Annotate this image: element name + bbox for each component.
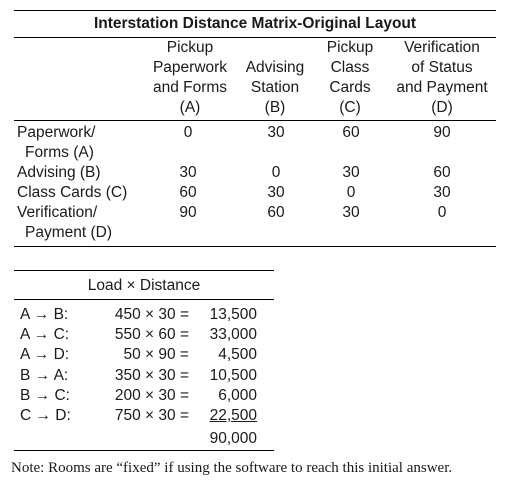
matrix-cell-b-a: 30 xyxy=(179,164,197,181)
load-product: 10,500 xyxy=(209,367,257,384)
column-header-line: Class xyxy=(330,59,370,76)
column-header-line: Advising xyxy=(245,59,305,76)
row-label-c xyxy=(17,183,127,203)
matrix-cell-a-c: 60 xyxy=(342,124,360,141)
load-expression: 50 × 90 = xyxy=(123,346,189,363)
matrix-cell-b-c: 30 xyxy=(342,164,360,181)
matrix-cell-b-b: 0 xyxy=(271,164,281,181)
load-distance-title: Load × Distance xyxy=(87,277,201,294)
load-product: 13,500 xyxy=(209,306,257,323)
matrix-cell-b-d: 60 xyxy=(433,164,451,181)
row-label-line: Paperwork/ xyxy=(17,124,96,141)
matrix-cell-d-b: 60 xyxy=(267,204,285,221)
matrix-title: Interstation Distance Matrix-Original Layout xyxy=(93,15,417,32)
column-header-d xyxy=(388,38,496,118)
column-header-line: (B) xyxy=(264,99,286,116)
column-header-c xyxy=(320,38,380,118)
row-label-b xyxy=(17,163,101,183)
matrix-cell-a-a: 0 xyxy=(183,124,193,141)
load-product: 6,000 xyxy=(218,387,257,404)
column-header-line: of Status xyxy=(411,59,473,76)
load-product: 33,000 xyxy=(209,326,257,343)
column-header-line: Paperwork xyxy=(152,59,228,76)
column-header-line: (A) xyxy=(179,99,201,116)
row-label-line: Forms (A) xyxy=(25,144,94,161)
matrix-cell-a-b: 30 xyxy=(267,124,285,141)
column-header-line: and Payment xyxy=(396,79,488,96)
column-header-line: Pickup xyxy=(166,39,214,56)
load-top-rule xyxy=(14,270,274,271)
load-expression: 200 × 30 = xyxy=(114,387,189,404)
matrix-top-rule xyxy=(14,10,496,11)
column-header-line: (C) xyxy=(339,99,361,116)
matrix-cell-d-a: 90 xyxy=(179,204,197,221)
row-label-line: Class Cards (C) xyxy=(17,184,128,201)
column-header-line: Station xyxy=(250,79,300,96)
load-pair: A → C: xyxy=(20,326,70,343)
matrix-cell-c-a: 60 xyxy=(179,184,197,201)
load-bottom-rule xyxy=(14,450,274,451)
column-header-line: Verification xyxy=(404,39,480,56)
matrix-bottom-rule xyxy=(14,246,496,247)
load-title-rule xyxy=(14,299,274,300)
matrix-cell-c-d: 30 xyxy=(433,184,451,201)
load-total: 90,000 xyxy=(209,430,257,447)
column-header-a xyxy=(140,38,240,118)
column-header-line: Pickup xyxy=(326,39,374,56)
column-header-b xyxy=(240,58,310,118)
row-label-a xyxy=(17,123,95,163)
load-pair: A → D: xyxy=(20,346,70,363)
row-label-line: Verification/ xyxy=(17,204,98,221)
matrix-cell-c-b: 30 xyxy=(267,184,285,201)
load-pair: B → C: xyxy=(20,387,70,404)
row-label-d xyxy=(17,203,112,243)
load-expression: 750 × 30 = xyxy=(114,407,189,424)
footnote: Note: Rooms are “fixed” if using the software to reach this initial answer. xyxy=(11,460,453,476)
row-label-line: Payment (D) xyxy=(25,224,112,241)
matrix-cell-d-d: 0 xyxy=(437,204,447,221)
column-header-line: Cards xyxy=(329,79,371,96)
column-header-line: (D) xyxy=(431,99,453,116)
row-label-line: Advising (B) xyxy=(17,164,101,181)
load-product: 4,500 xyxy=(218,346,257,363)
matrix-header-rule xyxy=(14,120,496,121)
load-pair: B → A: xyxy=(20,367,69,384)
load-expression: 550 × 60 = xyxy=(114,326,189,343)
load-product: 22,500 xyxy=(209,407,257,424)
column-header-line: and Forms xyxy=(152,79,228,96)
load-expression: 450 × 30 = xyxy=(114,306,189,323)
matrix-cell-d-c: 30 xyxy=(342,204,360,221)
matrix-cell-c-c: 0 xyxy=(346,184,356,201)
load-pair: C → D: xyxy=(20,407,71,424)
load-pair: A → B: xyxy=(20,306,69,323)
load-expression: 350 × 30 = xyxy=(114,367,189,384)
matrix-cell-a-d: 90 xyxy=(433,124,451,141)
